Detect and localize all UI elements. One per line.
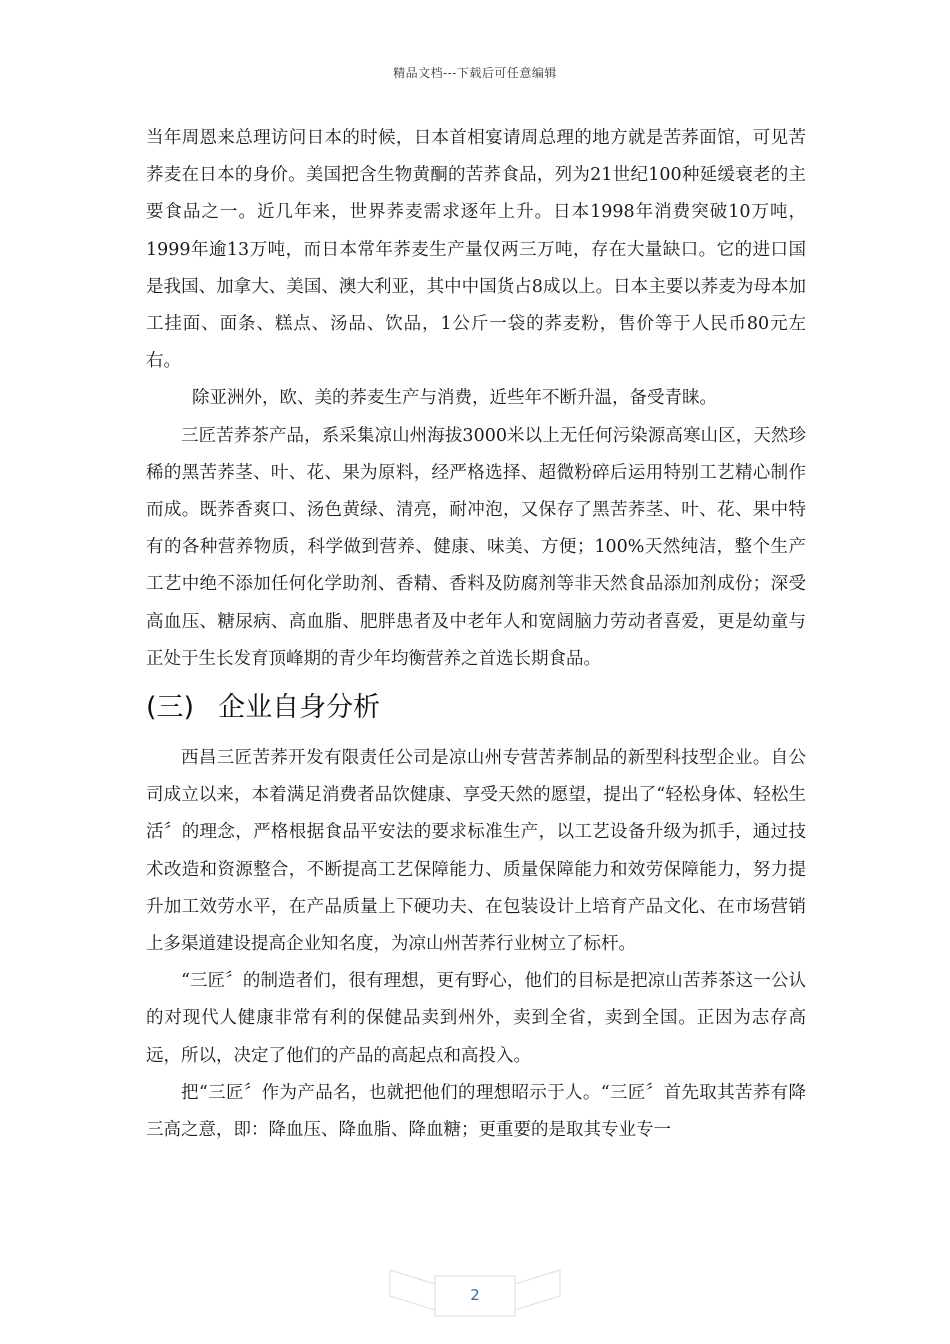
paragraph: 除亚洲外，欧、美的荞麦生产与消费，近些年不断升温，备受青睐。 bbox=[192, 388, 717, 409]
paragraph: 当年周恩来总理访问日本的时候，日本首相宴请周总理的地方就是苦荞面馆，可见苦荞麦在日本的身价。美国把含生物黄酮的苦荞食品，列为21世纪100种延缓衰老的主要食品之一。近几年来，世界荞麦需求逐年上升。日本1998年消费突破10万吨，1999年逾13万吨，而日本常年荞麦生产量仅两三万吨，存在大量缺口。它的进口国是我国、加拿大、美国、澳大利亚，其中中国货占8成以上。日本主要以荞麦为母本加工挂面、面条、糕点、汤品、饮品，1公斤一袋的荞麦粉，售价等于人民币80元左右。 bbox=[146, 128, 806, 372]
page-header: 精品文档---下载后可任意编辑 bbox=[393, 66, 557, 80]
paragraph: 把“三匠〞作为产品名，也就把他们的理想昭示于人。“三匠〞首先取其苦荞有降三高之意，即：降血压、降血脂、降血糖；更重要的是取其专业专一 bbox=[146, 1082, 806, 1141]
paragraph: “三匠〞的制造者们，很有理想，更有野心，他们的目标是把凉山苦荞茶这一公认的对现代人健康非常有利的保健品卖到州外，卖到全省，卖到全国。正因为志存高远，所以，决定了他们的产品的高起点和高投入。 bbox=[146, 971, 806, 1066]
page-number: 2 bbox=[470, 1286, 480, 1304]
document-body bbox=[146, 120, 806, 1149]
paragraph: 西昌三匠苦荞开发有限责任公司是凉山州专营苦荞制品的新型科技型企业。自公司成立以来，本着满足消费者品饮健康、享受天然的愿望，提出了“轻松身体、轻松生活〞的理念，严格根据食品平安法的要求标准生产，以工艺设备升级为抓手，通过技术改造和资源整合，不断提高工艺保障能力、质量保障能力和效劳保障能力，努力提升加工效劳水平，在产品质量上下硬功夫、在包装设计上培育产品文化、在市场营销上多渠道建设提高企业知名度，为凉山州苦荞行业树立了标杆。 bbox=[146, 748, 806, 955]
section-number: (三) bbox=[146, 692, 195, 724]
page-footer bbox=[0, 1262, 950, 1322]
paragraph: 三匠苦荞茶产品，系采集凉山州海拔3000米以上无任何污染源高寒山区，天然珍稀的黑苦荞茎、叶、花、果为原料，经严格选择、超微粉碎后运用特别工艺精心制作而成。既荞香爽口、汤色黄绿、清亮，耐冲泡，又保存了黑苦荞茎、叶、花、果中特有的各种营养物质，科学做到营养、健康、味美、方便；100%天然纯洁，整个生产工艺中绝不添加任何化学助剂、香精、香料及防腐剂等非天然食品添加剂成份；深受高血压、糖尿病、高血脂、肥胖患者及中老年人和宽阔脑力劳动者喜爱，更是幼童与正处于生长发育顶峰期的青少年均衡营养之首选长期食品。 bbox=[146, 425, 806, 669]
section-title: 企业自身分析 bbox=[218, 692, 381, 724]
section-heading bbox=[146, 686, 806, 730]
